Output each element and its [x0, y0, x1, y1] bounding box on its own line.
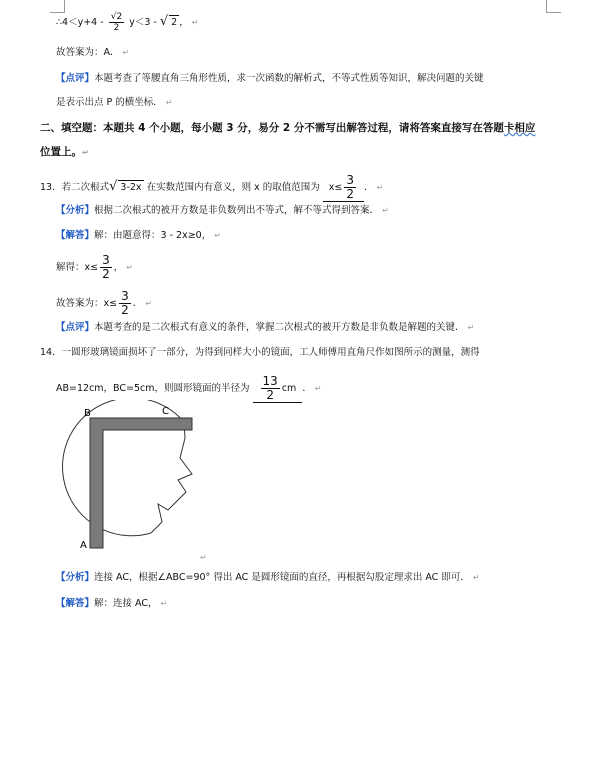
q13-answer: 故答案为：x≤ $\frac{3}{2}$ ． ↵ [56, 289, 152, 317]
section-heading-line2: 位置上。↵ [40, 146, 89, 158]
inequality-line: ∴4＜y+4 - $\frac{√2}{2}$ y＜3 - √ 2 ， ↵ [56, 12, 199, 33]
q14-solution: 【解答】解：连接 AC， ↵ [56, 598, 168, 609]
q13-solution: 【解答】解：由题意得：3 - 2x≥0， ↵ [56, 230, 221, 241]
label-b: B [84, 408, 91, 419]
q14-analysis: 【分析】连接 AC，根据∠ABC=90° 得出 AC 是圆形镜面的直径，再根据勾股定理求出 AC 即可． ↵ [56, 572, 480, 583]
answer-a-line: 故答案为：A． ↵ [56, 47, 130, 58]
q13-solve: 解得：x≤ $\frac{3}{2}$ ， ↵ [56, 253, 133, 281]
mirror-figure [50, 400, 210, 565]
section-heading: 二、填空题：本题共 4 个小题，每小题 3 分，易分 2 分不需写出解答过程，请将答案直接写在答题卡相应 [40, 122, 536, 134]
q13-comment: 【点评】本题考查的是二次根式有意义的条件，掌握二次根式的被开方数是非负数是解题的关键． ↵ [56, 322, 475, 333]
label-c: C [162, 406, 169, 417]
q13-analysis: 【分析】根据二次根式的被开方数是非负数列出不等式，解不等式得到答案． ↵ [56, 205, 389, 216]
question-14-line2: AB=12cm，BC=5cm，则圆形镜面的半径为 $\frac{13}{2}$ cm ． ↵ [56, 374, 322, 402]
q13-answer-blank: x≤ $\frac{3}{2}$ [323, 174, 364, 202]
question-13: 13．若二次根式√ 3-2x 在实数范围内有意义，则 x 的取值范围为 x≤ $\frac{3}{2}$ ． ↵ [40, 173, 384, 201]
question-14-line1: 14．一圆形玻璃镜面损坏了一部分，为得到同样大小的镜面，工人师傅用直角尺作如图所示的测量，测得 [40, 347, 480, 358]
comment-tag: 【点评】 [56, 73, 95, 84]
svg-text:↵: ↵ [200, 553, 207, 562]
fraction: $\frac{√2}{2}$ [110, 12, 123, 33]
broken-edge [151, 422, 192, 533]
q14-answer-blank: $\frac{13}{2}$ cm [253, 375, 303, 403]
comment1-line1: 【点评】本题考查了等腰直角三角形性质，求一次函数的解析式，不等式性质等知识，解决问题的关键 [56, 73, 484, 84]
right-angle-ruler [90, 418, 192, 548]
label-a: A [80, 540, 87, 551]
corner-mark-top-right [546, 0, 561, 13]
comment1-line2: 是表示出点 P 的横坐标． ↵ [56, 97, 173, 108]
